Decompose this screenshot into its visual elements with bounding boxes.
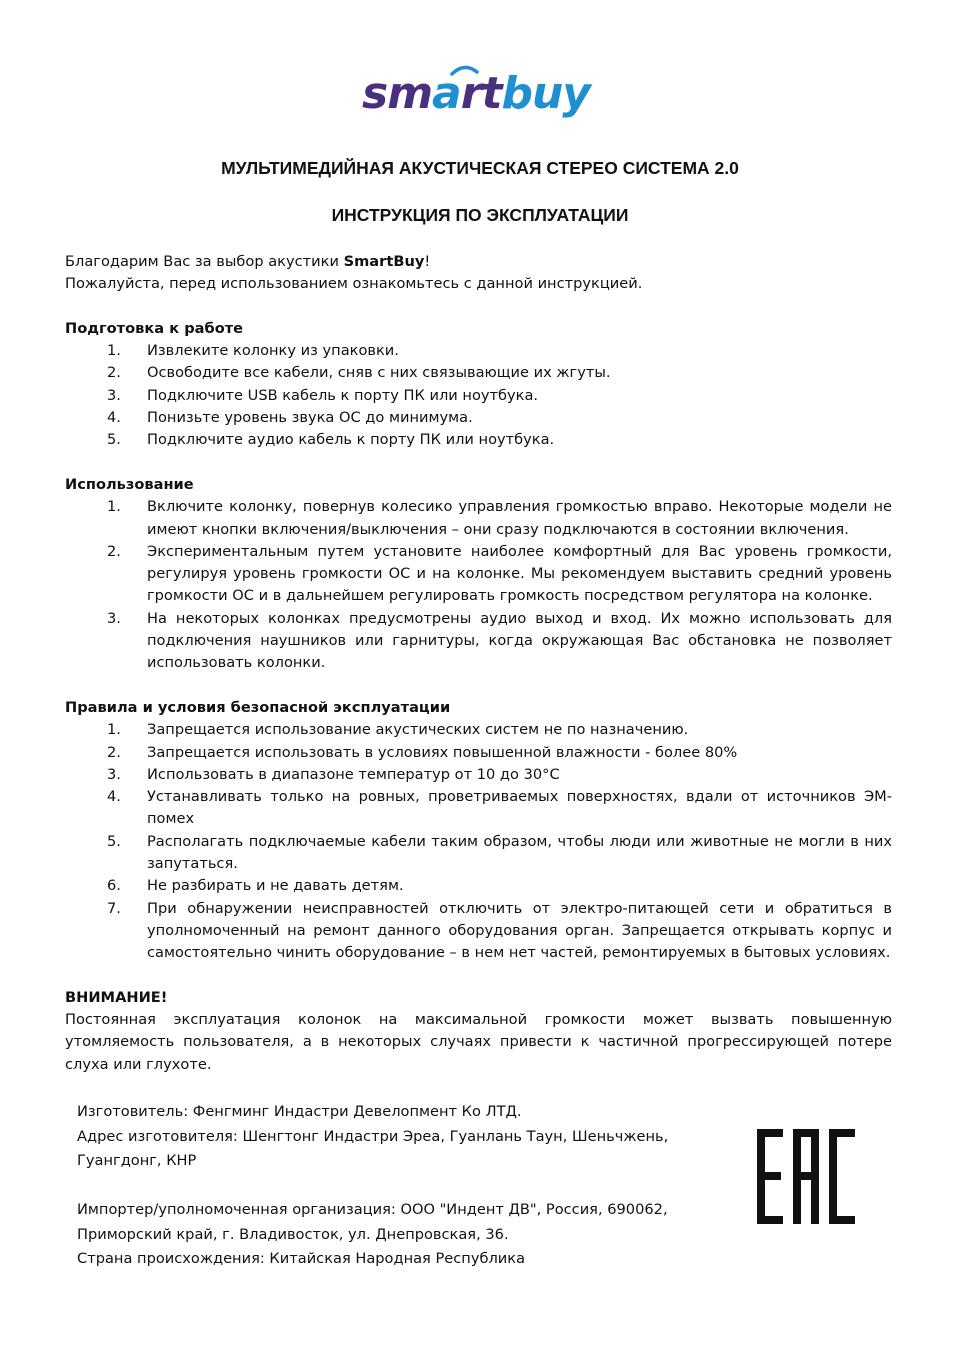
importer-line-2: Приморский край, г. Владивосток, ул. Днепровская, 36. <box>77 1225 509 1243</box>
eac-mark <box>757 1129 855 1224</box>
list-item: 2. Освободите все кабели, сняв с них связывающие их жгуты. <box>107 364 611 382</box>
warning-heading: ВНИМАНИЕ! <box>65 988 168 1006</box>
list-item: 7. При обнаружении неисправностей отключить от электро-питающей сети и обратиться в уполномоченный на ремонт данного оборудования орган. Запрещается открывать корпус и самостоятельно чинить оборудование – в нем нет частей, ремонтируемых в бытовых условиях. <box>107 899 892 962</box>
intro-brand: SmartBuy <box>343 253 425 270</box>
section-heading-safety: Правила и условия безопасной эксплуатации <box>65 698 451 716</box>
list-item: 2. Экспериментальным путем установите наиболее комфортный для Вас уровень громкости, регулируя уровень громкости ОС и на колонке. Мы рекомендуем выставить средний уровень громкости ОС и в дальнейшем регулировать громкость посредством регулятора на колонке. <box>107 542 892 605</box>
list-item: 3. На некоторых колонках предусмотрены аудио выход и вход. Их можно использовать для подключения наушников или гарнитуры, когда окружающая Вас обстановка не позволяет использовать колонки. <box>107 609 892 672</box>
list-item: 5. Подключите аудио кабель к порту ПК или ноутбука. <box>107 431 555 449</box>
intro-line-2: Пожалуйста, перед использованием ознакомьтесь с данной инструкцией. <box>65 275 643 293</box>
list-item: 4. Понизьте уровень звука ОС до минимума. <box>107 409 473 427</box>
logo-buy-part: buy <box>501 68 590 119</box>
intro-line-1 <box>65 251 892 273</box>
warning-text: Постоянная эксплуатация колонок на максимальной громкости может вызвать повышенную утомляемость пользователя, а в некоторых случаях привести к частичной прогрессирующей потере слуха или глухоте. <box>65 1011 892 1073</box>
address-line-2: Гуангдонг, КНР <box>77 1152 197 1169</box>
intro-text: Благодарим Вас за выбор акустики <box>65 253 344 270</box>
manufacturer-info <box>77 1100 717 1272</box>
list-item: 3. Подключите USB кабель к порту ПК или ноутбука. <box>107 386 539 404</box>
section-heading-preparation: Подготовка к работе <box>65 319 244 337</box>
document-body <box>65 251 892 1076</box>
logo-rt-part: rt <box>460 68 502 119</box>
list-item: 4. Устанавливать только на ровных, проветриваемых поверхностях, вдали от источников ЭМ-помех <box>107 788 892 828</box>
svg-text:smartbuy <box>362 68 593 119</box>
logo-a-part: a <box>432 68 461 119</box>
importer-line-1: Импортер/уполномоченная организация: ООО "Индент ДВ", Россия, 690062, <box>77 1201 668 1218</box>
list-item: 1. Запрещается использование акустических систем не по назначению. <box>107 721 689 739</box>
manufacturer-line: Изготовитель: Фенгминг Индастри Девелопмент Ко ЛТД. <box>77 1103 522 1120</box>
intro-exclamation: ! <box>424 253 431 270</box>
logo-smart-part: sm <box>362 68 433 119</box>
smartbuy-logo-graphic <box>360 58 600 124</box>
list-item: 3. Использовать в диапазоне температур от 10 до 30°С <box>107 765 560 783</box>
safety-list <box>65 719 892 964</box>
section-heading-usage: Использование <box>65 475 194 493</box>
smartbuy-logo <box>360 58 600 124</box>
document-title: МУЛЬТИМЕДИЙНАЯ АКУСТИЧЕСКАЯ СТЕРЕО СИСТЕМА 2.0 <box>221 158 739 178</box>
eac-mark-icon <box>757 1129 855 1224</box>
document-subtitle: ИНСТРУКЦИЯ ПО ЭКСПЛУАТАЦИИ <box>331 205 629 225</box>
list-item: 5. Располагать подключаемые кабели таким образом, чтобы люди или животные не могли в них запутаться. <box>107 832 892 873</box>
preparation-list <box>65 340 892 451</box>
list-item: 2. Запрещается использовать в условиях повышенной влажности - более 80% <box>107 743 738 761</box>
list-item: 1. Включите колонку, повернув колесико управления громкостью вправо. Некоторые модели не имеют кнопки включения/выключения – они сразу подключаются в состоянии включения. <box>107 498 892 538</box>
list-item: 1. Извлеките колонку из упаковки. <box>107 342 399 360</box>
origin-line: Страна происхождения: Китайская Народная Республика <box>77 1250 526 1267</box>
usage-list <box>65 496 892 674</box>
address-line-1: Адрес изготовителя: Шенгтонг Индастри Эреа, Гуанлань Таун, Шеньчжень, <box>77 1127 669 1145</box>
list-item: 6. Не разбирать и не давать детям. <box>107 877 404 895</box>
